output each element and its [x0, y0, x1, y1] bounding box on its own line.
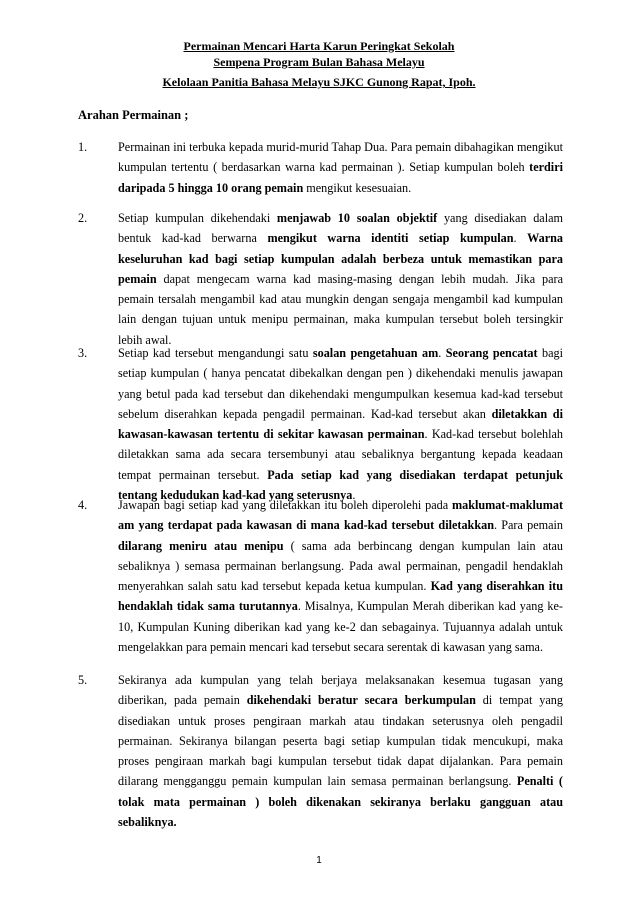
- page-number: 1: [316, 855, 322, 866]
- item-number: 4.: [78, 498, 88, 512]
- title-line-3: Kelolaan Panitia Bahasa Melayu SJKC Gunong Rapat, Ipoh.: [162, 75, 476, 89]
- item-text: Permainan ini terbuka kepada murid-murid Tahap Dua. Para pemain dibahagikan mengikut kumpulan tertentu ( berdasarkan warna kad permainan ). Setiap kumpulan boleh terdiri daripada 5 hingga 10 orang pemain mengikut kesesuaian.: [118, 140, 563, 195]
- item-text: Setiap kumpulan dikehendaki menjawab 10 soalan objektif yang disediakan dalam bentuk kad-kad berwarna mengikut warna identiti setiap kumpulan. Warna keseluruhan kad bagi setiap kumpulan adalah berbeza untuk memastikan para pemain dapat mengecam warna kad masing-masing dengan lebih mudah. Jika para pemain tersalah mengambil kad atau mungkin dengan sengaja mengambil kad kumpulan lain dengan tujuan untuk menipu permainan, maka kumpulan tersebut boleh tersingkir lebih awal.: [118, 211, 564, 347]
- item-text: Sekiranya ada kumpulan yang telah berjaya melaksanakan kesemua tugasan yang diberikan, pada pemain dikehendaki beratur secara berkumpulan di tempat yang disediakan untuk proses pengiraan markah atau tindakan seterusnya oleh pengadil permainan. Sekiranya bilangan peserta bagi setiap kumpulan tidak mencukupi, maka proses pengiraan markah bagi kumpulan tersebut tidak dapat dijalankan. Para pemain dilarang mengganggu pemain kumpulan lain semasa permainan berlangsung. Penalti ( tolak mata permainan ) boleh dikenakan sekiranya berlaku gangguan atau sebaliknya.: [118, 673, 563, 830]
- item-number: 2.: [78, 211, 88, 225]
- item-number: 3.: [78, 346, 88, 360]
- title-line-1: Permainan Mencari Harta Karun Peringkat Sekolah: [183, 39, 455, 53]
- item-text: Jawapan bagi setiap kad yang diletakkan itu boleh diperolehi pada maklumat-maklumat am yang terdapat pada kawasan di mana kad-kad tersebut diletakkan. Para pemain dilarang meniru atau menipu ( sama ada berbincang dengan kumpulan lain atau sebaliknya ) semasa permainan berlangsung. Pada awal permainan, pengadil hendaklah menyerahkan salah satu kad tersebut kepada ketua kumpulan. Kad yang diserahkan itu hendaklah tidak sama turutannya. Misalnya, Kumpulan Merah diberikan kad yang ke-10, Kumpulan Kuning diberikan kad yang ke-2 dan sebagainya. Tujuannya adalah untuk mengelakkan para pemain mencari kad tersebut secara serentak di kawasan yang sama.: [118, 498, 563, 655]
- item-number: 5.: [78, 673, 88, 687]
- title-line-2: Sempena Program Bulan Bahasa Melayu: [213, 55, 425, 69]
- item-number: 1.: [78, 140, 88, 154]
- item-text: Setiap kad tersebut mengandungi satu soalan pengetahuan am. Seorang pencatat bagi setiap kumpulan ( hanya pencatat dibekalkan dengan pen ) dikehendaki menulis jawapan yang betul pada kad tersebut dan dikehendaki mengumpulkan kesemua kad-kad tersebut sebelum diserahkan kepada pengadil permainan. Kad-kad tersebut akan diletakkan di kawasan-kawasan tertentu di sekitar kawasan permainan. Kad-kad tersebut bolehlah diletakkan sama ada secara tersembunyi atau sebaliknya bergantung kepada keadaan tempat permainan tersebut. Pada setiap kad yang disediakan terdapat petunjuk tentang kedudukan kad-kad yang seterusnya.: [118, 346, 563, 503]
- instructions-heading: Arahan Permainan ;: [78, 108, 189, 122]
